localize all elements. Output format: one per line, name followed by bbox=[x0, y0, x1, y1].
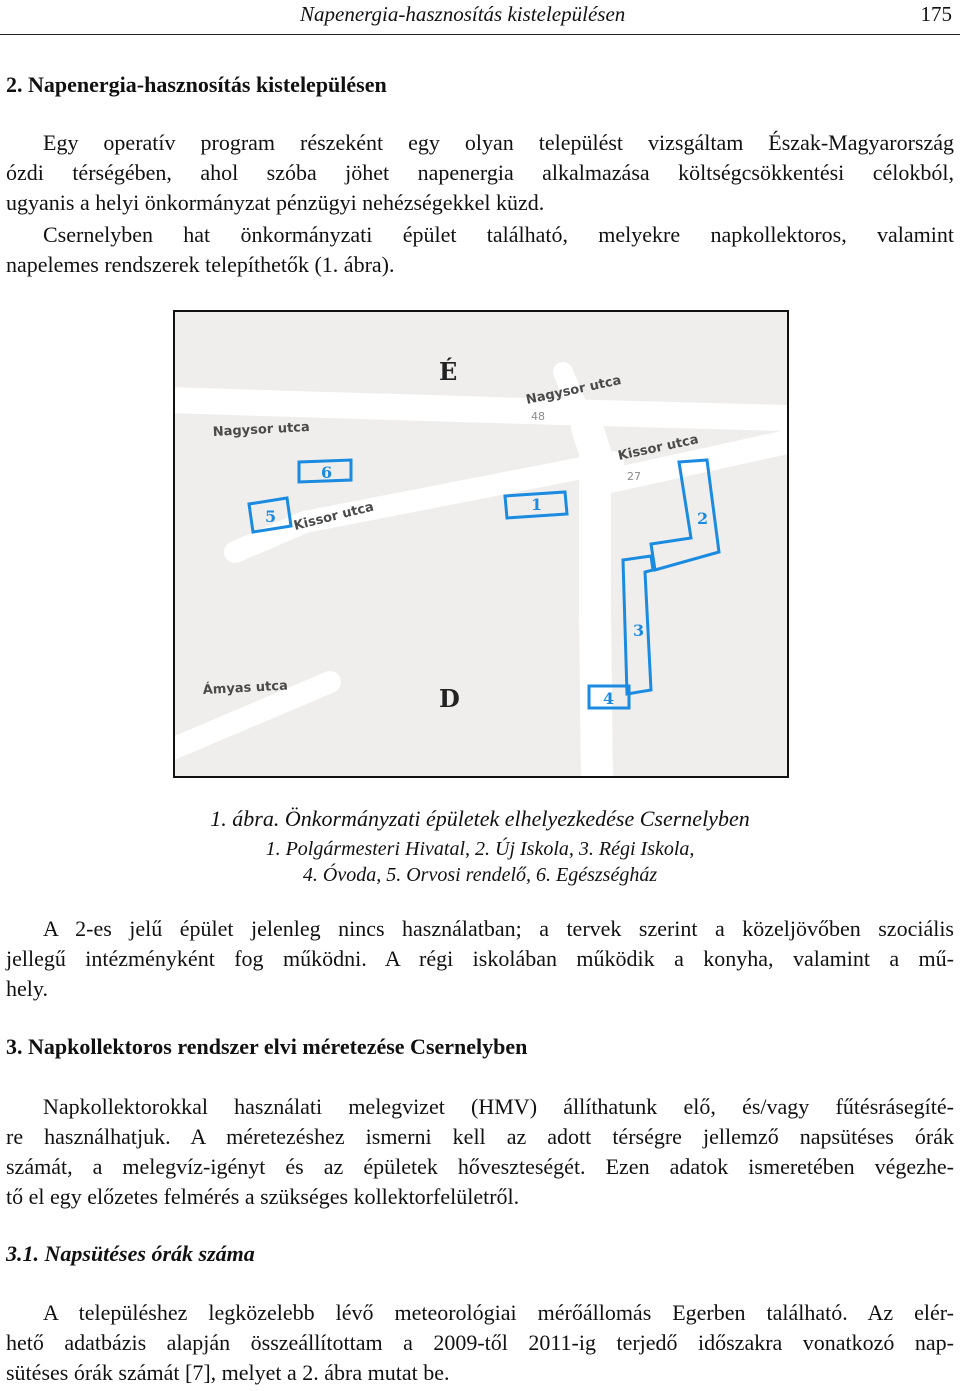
figure-caption-title: 1. ábra. Önkormányzati épületek elhelyezkedése Csernelyben bbox=[210, 806, 750, 831]
section-3-heading: 3. Napkollektoros rendszer elvi méretezése Csernelyben bbox=[6, 1034, 528, 1059]
road-main-south bbox=[587, 428, 597, 776]
road-nagysor bbox=[175, 400, 787, 418]
section-2-paragraph-2 bbox=[6, 220, 954, 280]
text-line: számát, a melegvíz-igényt és az épületek hőveszteségét. Ezen adatok ismeretében végezhe- bbox=[6, 1154, 954, 1179]
figure-caption-line-2: 4. Óvoda, 5. Orvosi rendelő, 6. Egészségház bbox=[302, 864, 658, 886]
south-label: D bbox=[439, 684, 460, 713]
house-number: 27 bbox=[627, 470, 641, 483]
text-line: A településhez legközelebb lévő meteorológiai mérőállomás Egerben található. Az elér- bbox=[43, 1300, 954, 1325]
text-line: ugyanis a helyi önkormányzat pénzügyi nehézségekkel küzd. bbox=[6, 190, 545, 215]
section-3-paragraph-1 bbox=[6, 1092, 954, 1212]
street-label: Ámyas utca bbox=[202, 678, 289, 698]
section-2-heading: 2. Napenergia-hasznosítás kistelepülésen bbox=[6, 72, 387, 97]
text-line: re használhatjuk. A méretezéshez ismerni kell az adott térségre jellemző napsütéses órák bbox=[6, 1124, 954, 1149]
section-2-paragraph-1 bbox=[6, 128, 954, 218]
figure-caption-line-1: 1. Polgármesteri Hivatal, 2. Új Iskola, 3. Régi Iskola, bbox=[265, 838, 695, 860]
running-header bbox=[0, 0, 960, 35]
building-number-4: 4 bbox=[603, 689, 615, 708]
north-label: É bbox=[439, 357, 458, 386]
paragraph-building-2 bbox=[6, 914, 954, 1004]
figure-map bbox=[173, 310, 789, 778]
building-number-3: 3 bbox=[633, 621, 645, 640]
street-label: Kissor utca bbox=[292, 499, 376, 534]
section-3-1-paragraph-1 bbox=[6, 1298, 954, 1388]
text-line: ózdi térségében, ahol szóba jöhet napenergia alkalmazása költségcsökkentési célokból, bbox=[6, 160, 954, 185]
text-line: Napkollektorokkal használati melegvizet (HMV) állíthatunk elő, és/vagy fűtésrásegíté- bbox=[43, 1094, 954, 1119]
text-line: tő el egy előzetes felmérés a szükséges kollektorfelületről. bbox=[6, 1184, 520, 1209]
street-label: Kissor utca bbox=[616, 432, 700, 464]
text-line: Egy operatív program részeként egy olyan települést vizsgáltam Észak-Magyarország bbox=[43, 130, 954, 155]
running-title: Napenergia-hasznosítás kistelepülésen bbox=[300, 2, 626, 26]
text-line: A 2-es jelű épület jelenleg nincs használatban; a tervek szerint a közeljövőben szociális bbox=[43, 916, 954, 941]
house-number: 48 bbox=[531, 410, 545, 423]
text-line: hely. bbox=[6, 976, 48, 1001]
text-line: jellegű intézményként fog működni. A régi iskolában működik a konyha, valamint a mű- bbox=[6, 946, 954, 971]
street-label: Nagysor utca bbox=[524, 373, 623, 408]
text-line: napelemes rendszerek telepíthetők (1. ábra). bbox=[6, 252, 395, 277]
building-number-2: 2 bbox=[697, 509, 709, 528]
building-number-1: 1 bbox=[531, 495, 543, 514]
building-number-6: 6 bbox=[321, 463, 333, 482]
map-svg bbox=[175, 312, 787, 776]
section-3-1-heading: 3.1. Napsütéses órák száma bbox=[6, 1241, 255, 1266]
text-line: sütéses órák számát [7], melyet a 2. ábra mutat be. bbox=[6, 1360, 450, 1385]
text-line: Csernelyben hat önkormányzati épület található, melyekre napkollektoros, valamint bbox=[43, 222, 954, 247]
street-label: Nagysor utca bbox=[212, 419, 311, 440]
text-line: hető adatbázis alapján összeállítottam a 2009-től 2011-ig terjedő időszakra vonatkozó nap- bbox=[6, 1330, 954, 1355]
page-number: 175 bbox=[920, 2, 952, 26]
building-number-5: 5 bbox=[265, 507, 277, 526]
